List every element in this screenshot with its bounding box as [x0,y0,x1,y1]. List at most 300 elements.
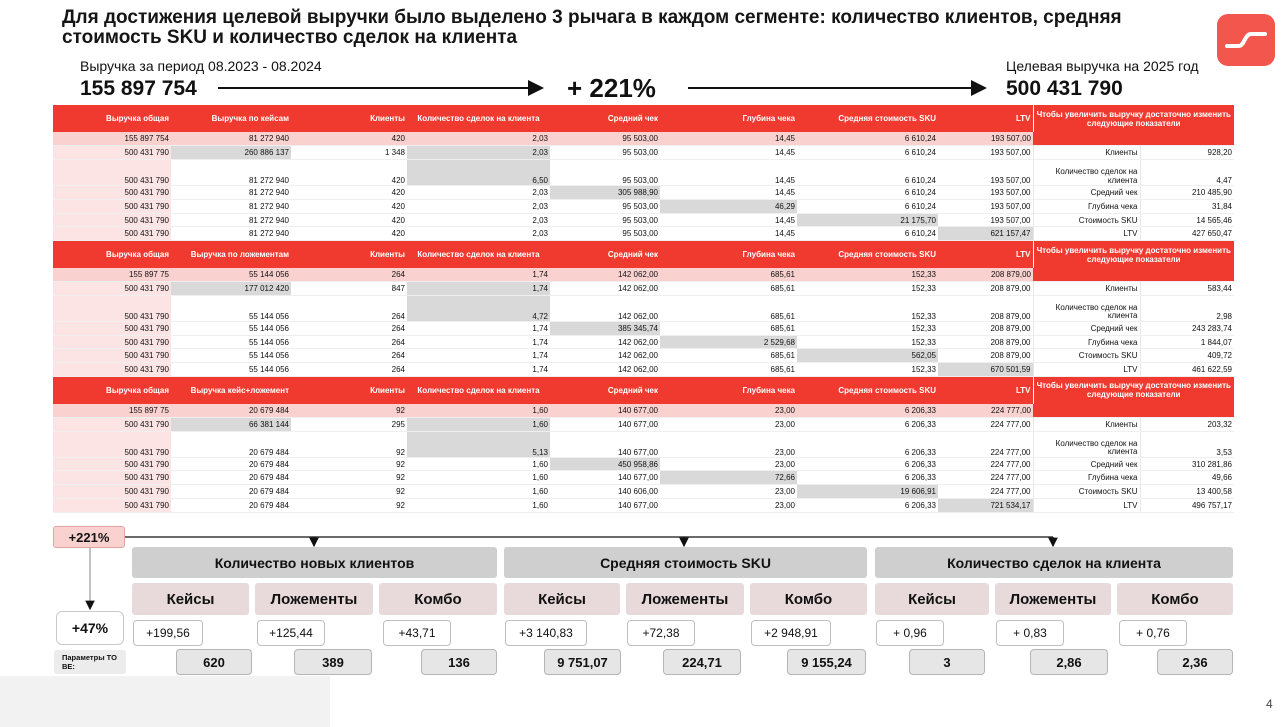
table-cell: 55 144 056 [171,349,291,363]
table-row [53,227,1234,241]
table-cell: 685,61 [660,363,797,377]
side-metric-value: 409,72 [1140,349,1234,363]
table-cell: 295 [291,417,407,431]
column-header: Выручка общая [53,377,171,404]
table-cell: 2,03 [407,213,550,227]
side-header: Чтобы увеличить выручку достаточно изменить следующие показатели [1033,241,1234,268]
table-cell: 20 679 484 [171,471,291,485]
table-row [53,321,1234,335]
table-cell: 19 606,91 [797,485,938,499]
table-cell: 14,45 [660,186,797,200]
table-cell: 224 777,00 [938,417,1033,431]
table-cell: 14,45 [660,213,797,227]
sub-cases-2: Кейсы [504,583,620,615]
side-header: Чтобы увеличить выручку достаточно изменить следующие показатели [1033,377,1234,404]
bottom-shade [0,676,330,727]
table-row [53,363,1234,377]
sub-cases-3: Кейсы [875,583,989,615]
table-row [53,499,1234,513]
category-new-clients: Количество новых клиентов [132,547,497,578]
table-cell: 1,60 [407,417,550,431]
table-cell: 208 879,00 [938,282,1033,296]
table-cell: 1,74 [407,335,550,349]
revenue-levers-table [53,105,1234,513]
table-cell: 500 431 790 [53,227,171,241]
table-cell: 23,00 [660,431,797,457]
table-cell: 500 431 790 [53,485,171,499]
table-row [53,349,1234,363]
side-metric-value: 3,53 [1140,431,1234,457]
side-metric-label: Клиенты [1033,282,1140,296]
table-cell: 23,00 [660,404,797,418]
table-cell: 81 272 940 [171,199,291,213]
table-cell: 6 206,33 [797,404,938,418]
sub-growth-badge: +47% [56,611,124,645]
table-cell: 95 503,00 [550,146,660,160]
table-cell: 6 610,24 [797,160,938,186]
table-cell: 55 144 056 [171,268,291,282]
table-cell: 500 431 790 [53,417,171,431]
column-header: Количество сделок на клиента [407,105,550,132]
category-deals-per-client: Количество сделок на клиента [875,547,1233,578]
table-cell: 142 062,00 [550,349,660,363]
table-cell: 224 777,00 [938,471,1033,485]
delta-lodgements-2: +72,38 [627,620,695,646]
delta-cases-3: + 0,96 [876,620,944,646]
table-cell: 385 345,74 [550,321,660,335]
table-cell: 152,33 [797,321,938,335]
target-revenue-value: 500 431 790 [1006,77,1123,100]
table-cell: 81 272 940 [171,186,291,200]
table-cell: 1,60 [407,404,550,418]
table-cell: 140 677,00 [550,431,660,457]
table-cell: 92 [291,431,407,457]
table-cell: 81 272 940 [171,213,291,227]
sub-combo-3: Комбо [1117,583,1233,615]
table-cell: 500 431 790 [53,199,171,213]
table-cell: 208 879,00 [938,349,1033,363]
table-cell: 6 610,24 [797,227,938,241]
table-cell: 6 610,24 [797,199,938,213]
table-cell: 81 272 940 [171,160,291,186]
section-header-row [53,105,1234,132]
side-metric-value: 4,47 [1140,160,1234,186]
table-cell: 92 [291,404,407,418]
column-header: Глубина чека [660,241,797,268]
table-cell: 420 [291,160,407,186]
delta-combo-2: +2 948,91 [751,620,831,646]
delta-cases-1: +199,56 [133,620,203,646]
column-header: Средний чек [550,241,660,268]
table-cell: 152,33 [797,295,938,321]
table-cell: 6 206,33 [797,417,938,431]
sub-combo-2: Комбо [750,583,867,615]
side-metric-label: Стоимость SKU [1033,349,1140,363]
table-cell: 1,74 [407,268,550,282]
table-row [53,282,1234,296]
side-metric-value: 310 281,86 [1140,457,1234,471]
table-cell: 81 272 940 [171,132,291,146]
table-cell: 152,33 [797,335,938,349]
table-cell: 500 431 790 [53,431,171,457]
side-metric-value: 13 400,58 [1140,485,1234,499]
table-row [53,471,1234,485]
table-cell: 685,61 [660,282,797,296]
column-header: Клиенты [291,105,407,132]
side-metric-label: Глубина чека [1033,335,1140,349]
table-cell: 142 062,00 [550,335,660,349]
table-cell: 23,00 [660,485,797,499]
side-metric-value: 243 283,74 [1140,321,1234,335]
table-cell: 193 507,00 [938,132,1033,146]
side-empty [1033,132,1140,146]
table-cell: 193 507,00 [938,160,1033,186]
column-header: Выручка общая [53,105,171,132]
table-cell: 21 175,70 [797,213,938,227]
table-cell: 6 610,24 [797,186,938,200]
table-cell: 142 062,00 [550,295,660,321]
category-sku-cost: Средняя стоимость SKU [504,547,867,578]
sub-lodgements-3: Ложементы [995,583,1111,615]
result-cases-2: 9 751,07 [544,649,621,675]
table-cell: 20 679 484 [171,404,291,418]
side-metric-value: 427 650,47 [1140,227,1234,241]
table-cell: 155 897 75 [53,268,171,282]
table-row [53,335,1234,349]
side-metric-value: 203,32 [1140,417,1234,431]
target-revenue-label: Целевая выручка на 2025 год [1006,58,1199,74]
side-empty [1140,268,1234,282]
table-cell: 14,45 [660,160,797,186]
table-cell: 264 [291,335,407,349]
side-metric-label: Количество сделок на клиента [1033,295,1140,321]
side-metric-label: Количество сделок на клиента [1033,431,1140,457]
side-header: Чтобы увеличить выручку достаточно изменить следующие показатели [1033,105,1234,132]
table-cell: 847 [291,282,407,296]
table-row [53,199,1234,213]
delta-combo-3: + 0,76 [1119,620,1187,646]
side-metric-label: LTV [1033,227,1140,241]
result-lodgements-1: 389 [294,649,372,675]
table-cell: 177 012 420 [171,282,291,296]
table-cell: 562,05 [797,349,938,363]
delta-lodgements-1: +125,44 [257,620,325,646]
total-growth-badge: +221% [53,526,125,548]
sub-cases-1: Кейсы [132,583,249,615]
side-metric-label: Глубина чека [1033,471,1140,485]
table-cell: 224 777,00 [938,485,1033,499]
result-lodgements-2: 224,71 [663,649,741,675]
table-cell: 20 679 484 [171,431,291,457]
side-metric-label: Стоимость SKU [1033,485,1140,499]
table-cell: 4,72 [407,295,550,321]
table-cell: 670 501,59 [938,363,1033,377]
table-row [53,268,1234,282]
table-row [53,404,1234,418]
side-metric-value: 210 485,90 [1140,186,1234,200]
table-cell: 20 679 484 [171,485,291,499]
table-cell: 685,61 [660,349,797,363]
table-cell: 193 507,00 [938,199,1033,213]
side-metric-label: Количество сделок на клиента [1033,160,1140,186]
side-metric-label: Стоимость SKU [1033,213,1140,227]
table-cell: 14,45 [660,227,797,241]
table-row [53,146,1234,160]
table-cell: 95 503,00 [550,160,660,186]
table-cell: 5,13 [407,431,550,457]
table-cell: 1,74 [407,349,550,363]
column-header: Выручка кейс+ложемент [171,377,291,404]
column-header: Количество сделок на клиента [407,377,550,404]
table-cell: 6 206,33 [797,431,938,457]
table-cell: 420 [291,186,407,200]
table-row [53,132,1234,146]
growth-percent: + 221% [567,73,656,103]
column-header: LTV [938,241,1033,268]
page-title: Для достижения целевой выручки было выделено 3 рычага в каждом сегменте: количество клиентов, средняя стоимость SKU и количество сделок на клиента [62,7,1122,48]
table-cell: 420 [291,199,407,213]
side-metric-value: 49,66 [1140,471,1234,485]
side-empty [1033,404,1140,418]
side-metric-label: Клиенты [1033,146,1140,160]
table-cell: 500 431 790 [53,282,171,296]
table-cell: 264 [291,363,407,377]
table-row [53,213,1234,227]
table-cell: 142 062,00 [550,282,660,296]
table-cell: 92 [291,485,407,499]
table-cell: 500 431 790 [53,213,171,227]
table-cell: 264 [291,268,407,282]
table-cell: 1,74 [407,363,550,377]
result-cases-1: 620 [176,649,252,675]
table-cell: 1 348 [291,146,407,160]
table-cell: 6 610,24 [797,132,938,146]
table-cell: 20 679 484 [171,499,291,513]
result-combo-1: 136 [421,649,497,675]
table-cell: 721 534,17 [938,499,1033,513]
table-row [53,431,1234,457]
table-cell: 55 144 056 [171,295,291,321]
table-cell: 14,45 [660,132,797,146]
table-cell: 140 606,00 [550,485,660,499]
table-cell: 142 062,00 [550,363,660,377]
side-empty [1140,132,1234,146]
sub-combo-1: Комбо [379,583,497,615]
table-cell: 155 897 75 [53,404,171,418]
column-header: Глубина чека [660,105,797,132]
table-cell: 208 879,00 [938,295,1033,321]
table-cell: 6,50 [407,160,550,186]
result-lodgements-3: 2,86 [1030,649,1108,675]
table-cell: 500 431 790 [53,457,171,471]
table-cell: 500 431 790 [53,295,171,321]
side-metric-label: LTV [1033,499,1140,513]
table-cell: 6 610,24 [797,146,938,160]
result-combo-2: 9 155,24 [787,649,866,675]
table-cell: 95 503,00 [550,227,660,241]
delta-combo-1: +43,71 [383,620,451,646]
column-header: Глубина чека [660,377,797,404]
table-cell: 152,33 [797,282,938,296]
side-metric-label: Глубина чека [1033,199,1140,213]
table-cell: 193 507,00 [938,186,1033,200]
current-revenue-label: Выручка за период 08.2023 - 08.2024 [80,58,322,74]
column-header: Средняя стоимость SKU [797,105,938,132]
table-cell: 152,33 [797,268,938,282]
table-cell: 66 381 144 [171,417,291,431]
table-cell: 95 503,00 [550,199,660,213]
side-metric-value: 2,98 [1140,295,1234,321]
table-cell: 500 431 790 [53,471,171,485]
table-cell: 23,00 [660,457,797,471]
column-header: LTV [938,105,1033,132]
table-cell: 55 144 056 [171,335,291,349]
table-cell: 450 958,86 [550,457,660,471]
table-row [53,160,1234,186]
table-cell: 6 206,33 [797,457,938,471]
table-cell: 55 144 056 [171,363,291,377]
section-header-row [53,377,1234,404]
table-cell: 500 431 790 [53,335,171,349]
table-row [53,457,1234,471]
table-cell: 224 777,00 [938,457,1033,471]
table-cell: 55 144 056 [171,321,291,335]
table-cell: 14,45 [660,146,797,160]
column-header: Количество сделок на клиента [407,241,550,268]
section-header-row [53,241,1234,268]
table-cell: 685,61 [660,295,797,321]
table-cell: 23,00 [660,417,797,431]
page-number: 4 [1266,697,1273,711]
table-cell: 20 679 484 [171,457,291,471]
table-cell: 500 431 790 [53,349,171,363]
column-header: Клиенты [291,377,407,404]
table-cell: 1,74 [407,282,550,296]
column-header: Средний чек [550,377,660,404]
table-cell: 621 157,47 [938,227,1033,241]
table-cell: 6 206,33 [797,471,938,485]
table-cell: 685,61 [660,321,797,335]
table-cell: 500 431 790 [53,146,171,160]
table-cell: 1,74 [407,321,550,335]
side-metric-label: LTV [1033,363,1140,377]
side-metric-value: 14 565,46 [1140,213,1234,227]
table-cell: 140 677,00 [550,499,660,513]
table-cell: 2,03 [407,227,550,241]
table-cell: 152,33 [797,363,938,377]
table-cell: 72,66 [660,471,797,485]
result-combo-3: 2,36 [1157,649,1233,675]
table-cell: 2,03 [407,199,550,213]
table-cell: 208 879,00 [938,321,1033,335]
table-cell: 6 206,33 [797,499,938,513]
side-metric-value: 496 757,17 [1140,499,1234,513]
table-cell: 685,61 [660,268,797,282]
table-cell: 224 777,00 [938,431,1033,457]
table-cell: 81 272 940 [171,227,291,241]
table-cell: 92 [291,471,407,485]
table-cell: 224 777,00 [938,404,1033,418]
side-metric-value: 583,44 [1140,282,1234,296]
column-header: Средняя стоимость SKU [797,241,938,268]
table-cell: 92 [291,499,407,513]
table-cell: 208 879,00 [938,268,1033,282]
table-cell: 500 431 790 [53,186,171,200]
brand-logo [1217,14,1275,66]
table-cell: 500 431 790 [53,499,171,513]
table-cell: 264 [291,321,407,335]
side-metric-value: 1 844,07 [1140,335,1234,349]
table-cell: 23,00 [660,499,797,513]
side-metric-label: Клиенты [1033,417,1140,431]
table-cell: 264 [291,349,407,363]
table-cell: 500 431 790 [53,160,171,186]
table-cell: 140 677,00 [550,417,660,431]
column-header: LTV [938,377,1033,404]
sub-lodgements-1: Ложементы [255,583,373,615]
table-cell: 420 [291,227,407,241]
params-to-be-label: Параметры TO BE: [54,650,126,674]
table-row [53,417,1234,431]
table-row [53,485,1234,499]
logo-wave-icon [1217,14,1275,66]
table-cell: 420 [291,132,407,146]
table-cell: 500 431 790 [53,363,171,377]
side-metric-value: 928,20 [1140,146,1234,160]
table-cell: 2,03 [407,146,550,160]
column-header: Выручка по кейсам [171,105,291,132]
table-cell: 500 431 790 [53,321,171,335]
table-cell: 1,60 [407,471,550,485]
table-cell: 2 529,68 [660,335,797,349]
table-cell: 142 062,00 [550,268,660,282]
table-cell: 1,60 [407,499,550,513]
delta-cases-2: +3 140,83 [505,620,587,646]
column-header: Выручка общая [53,241,171,268]
result-cases-3: 3 [909,649,985,675]
column-header: Средний чек [550,105,660,132]
table-row [53,186,1234,200]
table-cell: 140 677,00 [550,404,660,418]
side-metric-label: Средний чек [1033,186,1140,200]
table-cell: 95 503,00 [550,213,660,227]
column-header: Клиенты [291,241,407,268]
table-cell: 420 [291,213,407,227]
table-cell: 208 879,00 [938,335,1033,349]
table-cell: 193 507,00 [938,213,1033,227]
side-metric-label: Средний чек [1033,457,1140,471]
table-cell: 1,60 [407,485,550,499]
side-metric-value: 31,84 [1140,199,1234,213]
table-cell: 260 886 137 [171,146,291,160]
table-cell: 46,29 [660,199,797,213]
current-revenue-value: 155 897 754 [80,77,197,100]
column-header: Средняя стоимость SKU [797,377,938,404]
table-cell: 2,03 [407,132,550,146]
delta-lodgements-3: + 0,83 [996,620,1064,646]
sub-lodgements-2: Ложементы [626,583,744,615]
table-cell: 155 897 754 [53,132,171,146]
column-header: Выручка по ложементам [171,241,291,268]
side-empty [1033,268,1140,282]
table-cell: 92 [291,457,407,471]
table-cell: 1,60 [407,457,550,471]
table-cell: 140 677,00 [550,471,660,485]
table-row [53,295,1234,321]
table-cell: 305 988,90 [550,186,660,200]
table-cell: 193 507,00 [938,146,1033,160]
table-cell: 264 [291,295,407,321]
